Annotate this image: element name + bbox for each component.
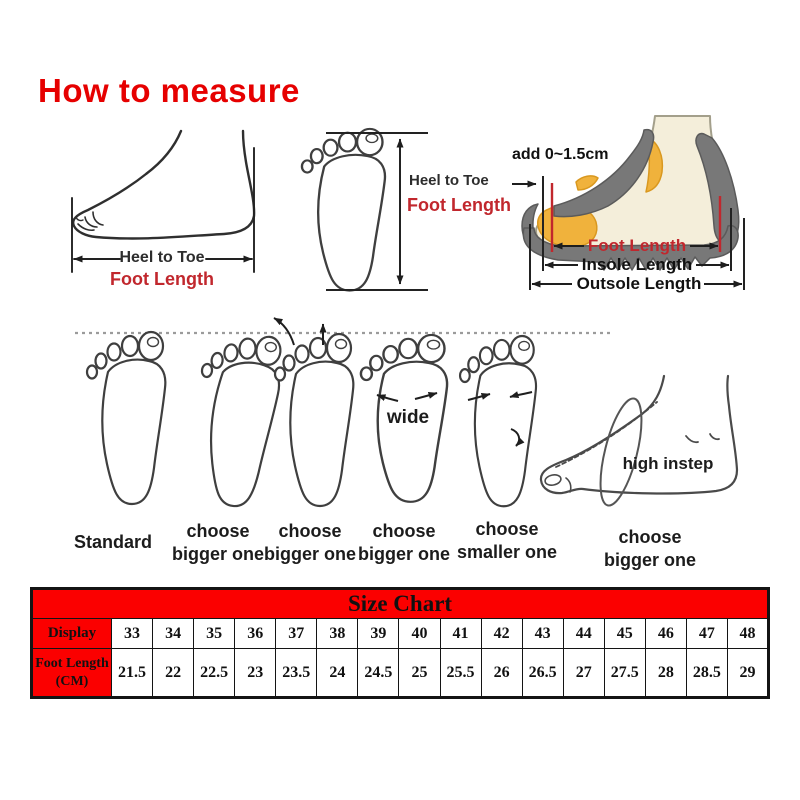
foot-length-row-header: Foot Length (CM) [32,649,112,698]
size-value-cell: 27.5 [604,649,645,698]
top-view-foot-length-label: Foot Length [407,195,511,215]
size-value-cell: 47 [686,619,727,649]
side-view-foot-length-label: Foot Length [110,269,214,289]
foot-high-instep [541,376,737,509]
page-title: How to measure [38,72,300,109]
insole-length-label: Insole Length [581,255,693,274]
size-value-cell: 41 [440,619,481,649]
side-view-heel-to-toe-label: Heel to Toe [119,249,205,266]
high-instep-annotation: high instep [622,454,714,473]
display-row-header: Display [32,619,112,649]
size-value-cell: 26 [481,649,522,698]
display-size-row [32,619,769,649]
size-value-cell: 44 [563,619,604,649]
caption-bigger-2: choose bigger one [263,521,356,564]
caption-standard: Standard [73,532,152,552]
size-value-cell: 22 [153,649,194,698]
size-value-cell: 24.5 [358,649,399,698]
caption-bigger-1: choose bigger one [171,521,264,564]
wide-annotation: wide [386,407,430,428]
size-value-cell: 34 [153,619,194,649]
size-value-cell: 24 [317,649,358,698]
caption-smaller: choose smaller one [456,519,558,562]
add-allowance-label: add 0~1.5cm [512,146,609,163]
size-value-cell: 40 [399,619,440,649]
size-value-cell: 43 [522,619,563,649]
size-value-cell: 23 [235,649,276,698]
size-chart-header-row [32,589,769,619]
size-value-cell: 33 [112,619,153,649]
size-value-cell: 26.5 [522,649,563,698]
top-view-heel-to-toe-label: Heel to Toe [409,172,489,189]
footprint-shape [302,129,385,291]
size-value-cell: 22.5 [194,649,235,698]
size-value-cell: 25 [399,649,440,698]
foot-narrow [460,336,536,506]
size-value-cell: 23.5 [276,649,317,698]
caption-bigger-4: choose bigger one [603,527,696,570]
size-value-cell: 25.5 [440,649,481,698]
foot-second-toe [275,334,353,506]
size-value-cell: 21.5 [112,649,153,698]
size-value-cell: 46 [645,619,686,649]
size-value-cell: 45 [604,619,645,649]
size-value-cell: 42 [481,619,522,649]
caption-bigger-3: choose bigger one [357,521,450,564]
size-value-cell: 28 [645,649,686,698]
size-value-cell: 38 [317,619,358,649]
shoe-foot-length-label: Foot Length [587,236,687,255]
size-value-cell: 35 [194,619,235,649]
outsole-length-label: Outsole Length [576,274,702,293]
size-value-cell: 36 [235,619,276,649]
size-value-cell: 29 [727,649,768,698]
foot-length-row [32,649,769,698]
side-foot-outline [73,131,254,239]
foot-long-toe [188,330,284,509]
size-value-cell: 28.5 [686,649,727,698]
size-value-cell: 48 [727,619,768,649]
size-value-cell: 37 [276,619,317,649]
foot-standard [87,332,165,504]
size-value-cell: 39 [358,619,399,649]
size-chart-title: Size Chart [32,589,769,619]
size-value-cell: 27 [563,649,604,698]
size-chart-table [30,587,770,699]
